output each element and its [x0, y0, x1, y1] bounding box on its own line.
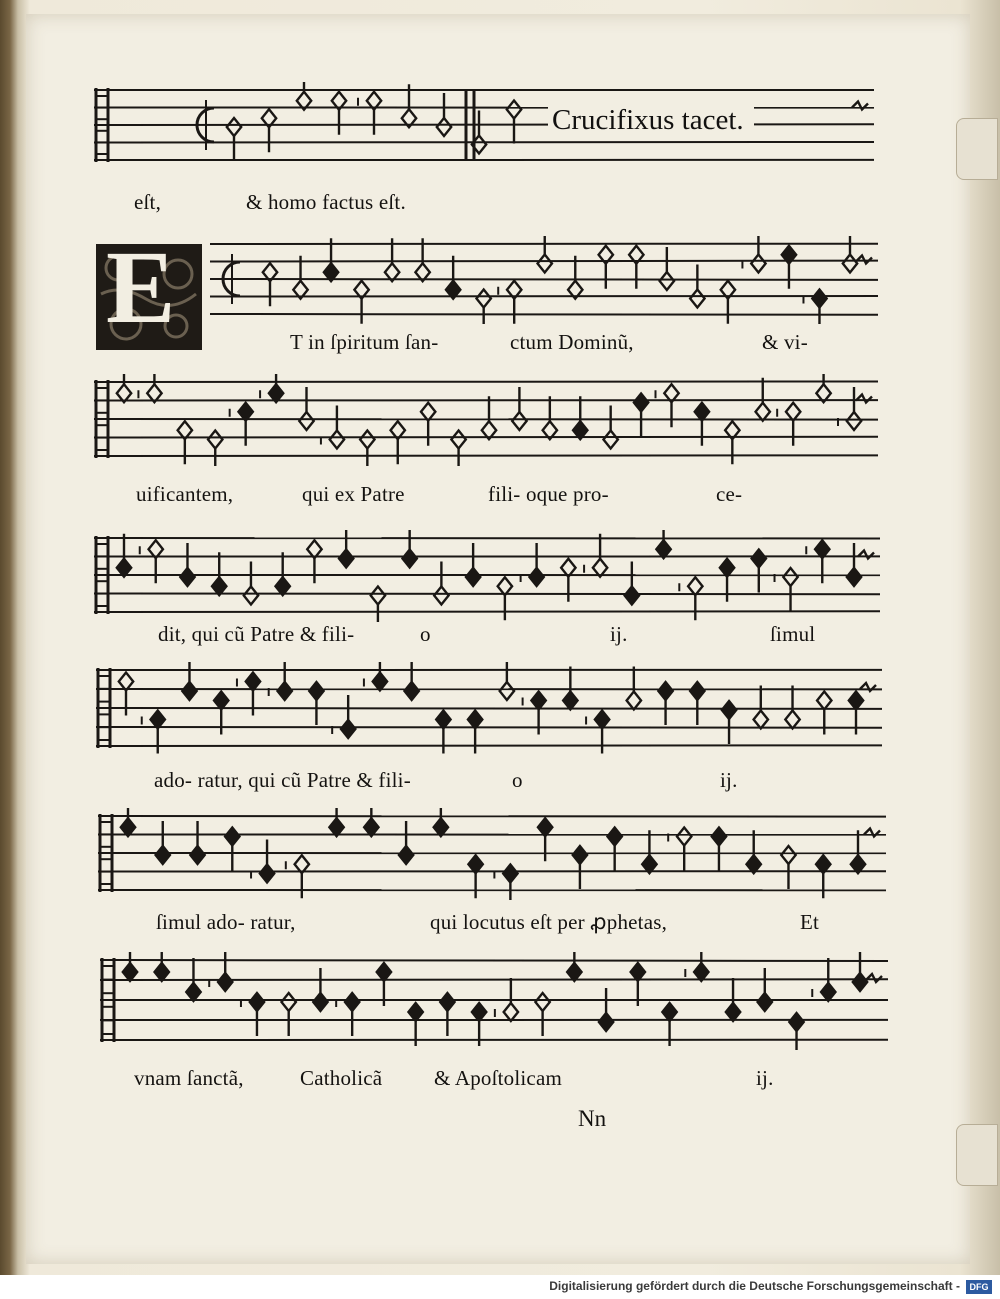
staff-line: [210, 314, 878, 315]
custos-icon: [856, 395, 872, 403]
note-head-icon: [634, 394, 648, 412]
note-head-icon: [758, 993, 772, 1011]
note-head-icon: [561, 559, 575, 577]
note-head-icon: [119, 673, 133, 691]
note-head-icon: [785, 711, 799, 729]
staff-line: [210, 296, 878, 297]
lyric-line-3-b: qui ex Patre: [302, 482, 405, 506]
note-head-icon: [531, 692, 545, 710]
note-head-icon: [781, 846, 795, 864]
note-head-icon: [786, 403, 800, 421]
note-head-icon: [599, 1013, 613, 1031]
note-head-icon: [123, 963, 137, 981]
decorated-initial: [96, 244, 202, 350]
note-head-icon: [436, 711, 450, 729]
lyric-line-4-d: ſimul: [770, 622, 816, 646]
note-head-icon: [299, 412, 313, 430]
note-head-icon: [214, 692, 228, 710]
staff-5: [96, 666, 882, 750]
note-head-icon: [603, 431, 617, 449]
note-head-icon: [754, 711, 768, 729]
lyric-line-4-c: ij.: [610, 622, 628, 646]
note-head-icon: [849, 692, 863, 710]
note-head-icon: [567, 963, 581, 981]
staff-line: [210, 261, 878, 262]
staff-2: [210, 240, 878, 318]
note-head-icon: [538, 818, 552, 836]
note-head-icon: [440, 993, 454, 1011]
note-head-icon: [726, 1003, 740, 1021]
lyric-line-5-b: o: [512, 768, 523, 792]
lyric-line-7-a: vnam ſanctã,: [134, 1066, 244, 1090]
note-head-icon: [751, 255, 765, 273]
staff-4: [94, 534, 880, 616]
crucifixus-tacet-label: Crucifixus tacet.: [548, 104, 754, 137]
note-head-icon: [529, 568, 543, 586]
note-head-icon: [377, 963, 391, 981]
note-head-icon: [434, 818, 448, 836]
lyric-line-6-a: ſimul ado- ratur,: [156, 910, 296, 934]
note-head-icon: [720, 559, 734, 577]
note-head-icon: [690, 290, 704, 308]
note-head-icon: [563, 692, 577, 710]
signature-mark: Nn: [578, 1106, 607, 1131]
note-head-icon: [250, 993, 264, 1011]
note-head-icon: [695, 403, 709, 421]
note-head-icon: [260, 865, 274, 883]
lyric-line-6-b: qui locutus eſt per ꝓphetas,: [430, 910, 668, 934]
staff-1: [94, 86, 874, 164]
lyric-line-6-c: Et: [800, 910, 820, 934]
lyric-line-5-a: ado- ratur, qui cũ Patre & fili-: [154, 768, 411, 792]
lyric-line-3-a: uificantem,: [136, 482, 234, 506]
note-head-icon: [821, 983, 835, 1001]
staff-line: [94, 611, 880, 612]
note-head-icon: [371, 587, 385, 605]
note-head-icon: [339, 550, 353, 568]
note-head-icon: [783, 568, 797, 586]
note-head-icon: [627, 692, 641, 710]
staff-6: [98, 812, 886, 894]
note-head-icon: [373, 673, 387, 691]
lyric-line-3-c: fili- oque pro-: [488, 482, 609, 506]
custos-icon: [856, 256, 872, 264]
note-head-icon: [330, 431, 344, 449]
note-head-icon: [468, 711, 482, 729]
note-head-icon: [309, 682, 323, 700]
note-head-icon: [847, 568, 861, 586]
lyric-line-4-a: dit, qui cũ Patre & fili-: [158, 622, 355, 646]
note-head-icon: [341, 720, 355, 738]
lyric-line-7-b: Catholicã: [300, 1066, 383, 1090]
staff-line: [96, 727, 882, 728]
note-head-icon: [535, 993, 549, 1011]
dfg-logo: DFG: [966, 1280, 992, 1294]
staff-line: [98, 816, 886, 817]
note-head-icon: [345, 993, 359, 1011]
lyric-line-2-b: ctum Dominũ,: [510, 330, 634, 354]
note-head-icon: [752, 550, 766, 568]
note-head-icon: [281, 993, 295, 1011]
note-head-icon: [722, 701, 736, 719]
lyric-line-4-b: o: [420, 622, 431, 646]
note-head-icon: [817, 692, 831, 710]
note-head-icon: [238, 403, 252, 421]
note-head-icon: [275, 577, 289, 595]
note-head-icon: [512, 412, 526, 430]
lyric-line-1-b: & homo factus eſt.: [246, 190, 406, 214]
note-head-icon: [404, 682, 418, 700]
note-head-icon: [677, 828, 691, 846]
note-head-icon: [186, 983, 200, 1001]
note-head-icon: [694, 963, 708, 981]
staff-line: [96, 745, 882, 746]
note-head-icon: [434, 587, 448, 605]
initial-letter: E: [106, 244, 176, 345]
note-head-icon: [408, 1003, 422, 1021]
note-head-icon: [498, 577, 512, 595]
note-head-icon: [190, 846, 204, 864]
note-head-icon: [472, 1003, 486, 1021]
note-head-icon: [182, 682, 196, 700]
note-head-icon: [712, 828, 726, 846]
lyric-line-7-d: ij.: [756, 1066, 774, 1090]
footer-credit: Digitalisierung gefördert durch die Deutsche Forschungsgemeinschaft -: [549, 1279, 960, 1293]
note-head-icon: [180, 568, 194, 586]
staff-line: [94, 124, 874, 125]
note-head-icon: [218, 973, 232, 991]
note-head-icon: [853, 973, 867, 991]
lyric-line-2-c: & vi-: [762, 330, 808, 354]
lyric-line-2-a: T in ſpiritum ſan-: [290, 330, 439, 354]
note-head-icon: [244, 587, 258, 605]
note-head-icon: [156, 846, 170, 864]
note-head-icon: [225, 828, 239, 846]
note-head-icon: [504, 1003, 518, 1021]
note-head-icon: [208, 431, 222, 449]
note-head-icon: [466, 568, 480, 586]
note-head-icon: [690, 682, 704, 700]
lyric-line-7-c: & Apoſtolicam: [434, 1066, 563, 1090]
note-head-icon: [151, 711, 165, 729]
note-head-icon: [688, 577, 702, 595]
note-head-icon: [812, 290, 826, 308]
note-head-icon: [476, 290, 490, 308]
note-head-icon: [538, 255, 552, 273]
staff-line: [100, 960, 888, 961]
note-head-icon: [155, 963, 169, 981]
note-head-icon: [507, 101, 521, 119]
staff-line: [94, 381, 878, 382]
staff-3: [94, 378, 878, 460]
note-head-icon: [437, 118, 451, 136]
footer-bar: [0, 1275, 1000, 1299]
note-head-icon: [503, 865, 517, 883]
note-head-icon: [313, 993, 327, 1011]
note-head-icon: [658, 682, 672, 700]
note-head-icon: [421, 403, 435, 421]
note-head-icon: [625, 587, 639, 605]
note-head-icon: [277, 682, 291, 700]
note-head-icon: [756, 403, 770, 421]
note-head-icon: [399, 846, 413, 864]
note-head-icon: [451, 431, 465, 449]
note-head-icon: [360, 431, 374, 449]
note-head-icon: [402, 550, 416, 568]
note-head-icon: [212, 577, 226, 595]
custos-icon: [866, 974, 882, 982]
note-head-icon: [227, 118, 241, 136]
staff-line: [94, 594, 880, 595]
staff-line: [210, 279, 878, 280]
note-head-icon: [662, 1003, 676, 1021]
note-head-icon: [595, 711, 609, 729]
note-head-icon: [246, 673, 260, 691]
note-head-icon: [500, 682, 514, 700]
note-head-icon: [660, 272, 674, 290]
staff-7: [100, 956, 888, 1044]
note-head-icon: [593, 559, 607, 577]
lyric-line-5-c: ij.: [720, 768, 738, 792]
lyric-line-3-d: ce-: [716, 482, 743, 506]
staff-line: [96, 708, 882, 709]
note-head-icon: [789, 1013, 803, 1031]
note-head-icon: [573, 846, 587, 864]
staff-line: [94, 455, 878, 456]
note-head-icon: [843, 255, 857, 273]
lyric-line-1-a: eſt,: [134, 190, 162, 214]
note-head-icon: [631, 963, 645, 981]
note-head-icon: [607, 828, 621, 846]
note-head-icon: [847, 412, 861, 430]
